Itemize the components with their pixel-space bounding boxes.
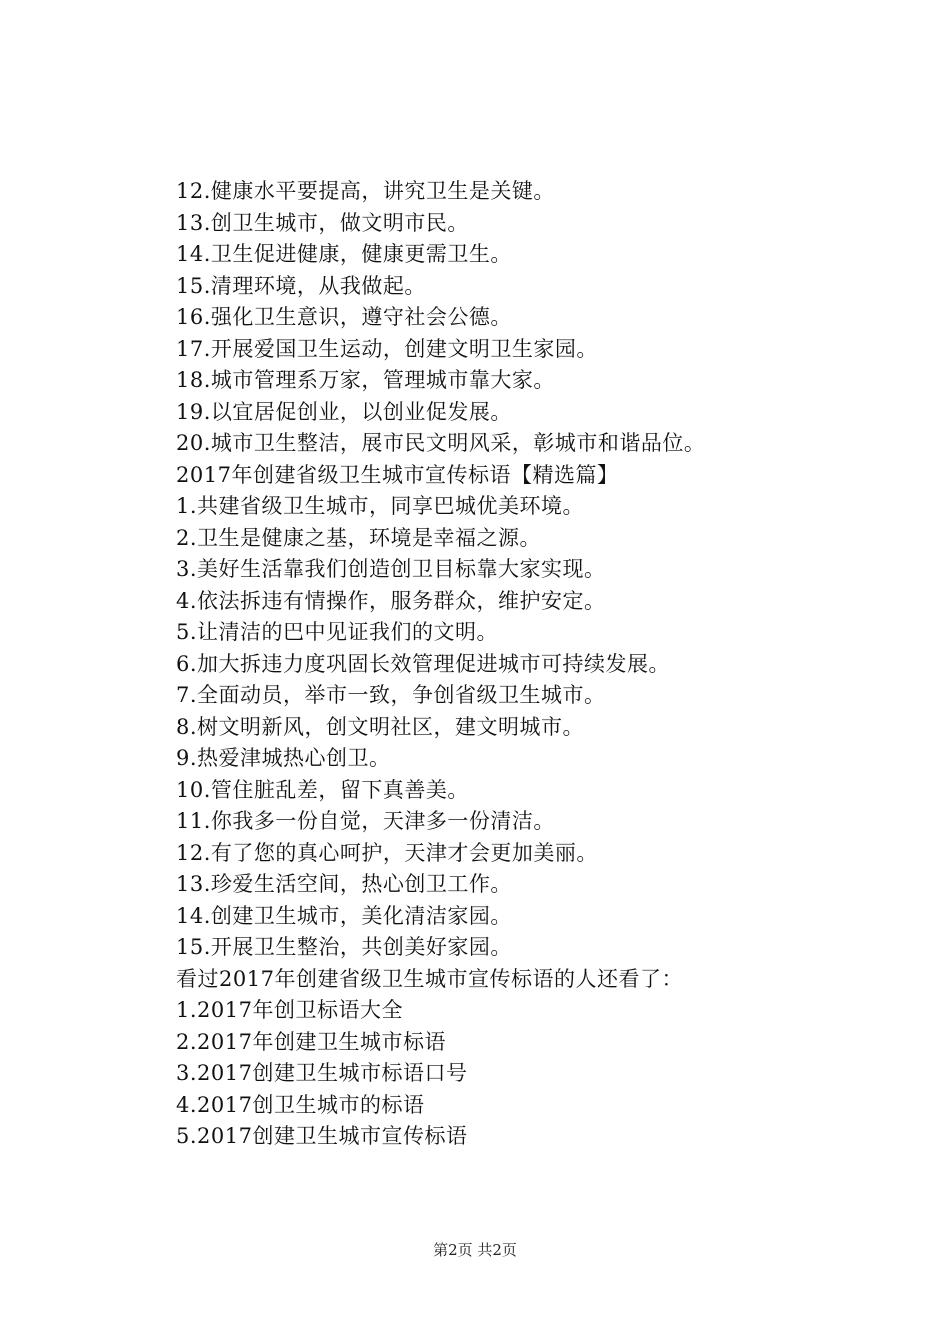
text-line: 4.依法拆违有情操作，服务群众，维护安定。 xyxy=(176,588,606,613)
text-line: 8.树文明新风，创文明社区，建文明城市。 xyxy=(176,714,585,739)
text-line: 12.健康水平要提高，讲究卫生是关键。 xyxy=(176,179,555,203)
text-line: 3.美好生活靠我们创造创卫目标靠大家实现。 xyxy=(176,557,606,581)
text-line: 9.热爱津城热心创卫。 xyxy=(176,746,391,770)
text-line: 1.共建省级卫生城市，同享巴城优美环境。 xyxy=(176,494,585,518)
text-line: 14.创建卫生城市，美化清洁家园。 xyxy=(176,903,512,928)
text-line: 18.城市管理系万家，管理城市靠大家。 xyxy=(176,368,555,392)
text-line: 17.开展爱国卫生运动，创建文明卫生家园。 xyxy=(176,336,598,361)
related-item: 5.2017创建卫生城市宣传标语 xyxy=(176,1124,468,1148)
text-line: 13.珍爱生活空间，热心创卫工作。 xyxy=(176,872,512,896)
text-line: 14.卫生促进健康，健康更需卫生。 xyxy=(176,242,512,266)
text-line: 20.城市卫生整洁，展市民文明风采，彰城市和谐品位。 xyxy=(176,431,706,455)
text-line: 15.开展卫生整治，共创美好家园。 xyxy=(176,935,512,959)
text-line: 16.强化卫生意识，遵守社会公德。 xyxy=(176,305,512,329)
text-line: 5.让清洁的巴中见证我们的文明。 xyxy=(176,620,499,644)
page-footer: 第2页 共2页 xyxy=(433,1241,517,1259)
related-item: 3.2017创建卫生城市标语口号 xyxy=(176,1061,468,1085)
related-heading: 看过2017年创建省级卫生城市宣传标语的人还看了： xyxy=(176,966,683,991)
text-line: 10.管住脏乱差，留下真善美。 xyxy=(176,777,469,802)
text-line: 13.创卫生城市，做文明市民。 xyxy=(176,210,469,235)
text-line: 2.卫生是健康之基，环境是幸福之源。 xyxy=(176,525,542,550)
text-line: 7.全面动员，举市一致，争创省级卫生城市。 xyxy=(176,683,606,707)
text-line: 11.你我多一份自觉，天津多一份清洁。 xyxy=(176,809,555,833)
related-item: 1.2017年创卫标语大全 xyxy=(176,998,403,1022)
section-heading: 2017年创建省级卫生城市宣传标语【精选篇】 xyxy=(176,462,619,487)
related-item: 2.2017年创建卫生城市标语 xyxy=(176,1029,446,1054)
text-line: 12.有了您的真心呵护，天津才会更加美丽。 xyxy=(176,840,598,865)
text-line: 6.加大拆违力度巩固长效管理促进城市可持续发展。 xyxy=(176,651,671,676)
text-line: 19.以宜居促创业，以创业促发展。 xyxy=(176,399,512,424)
document-body xyxy=(176,176,856,1153)
text-line: 15.清理环境，从我做起。 xyxy=(176,273,426,298)
related-item: 4.2017创卫生城市的标语 xyxy=(176,1092,425,1117)
